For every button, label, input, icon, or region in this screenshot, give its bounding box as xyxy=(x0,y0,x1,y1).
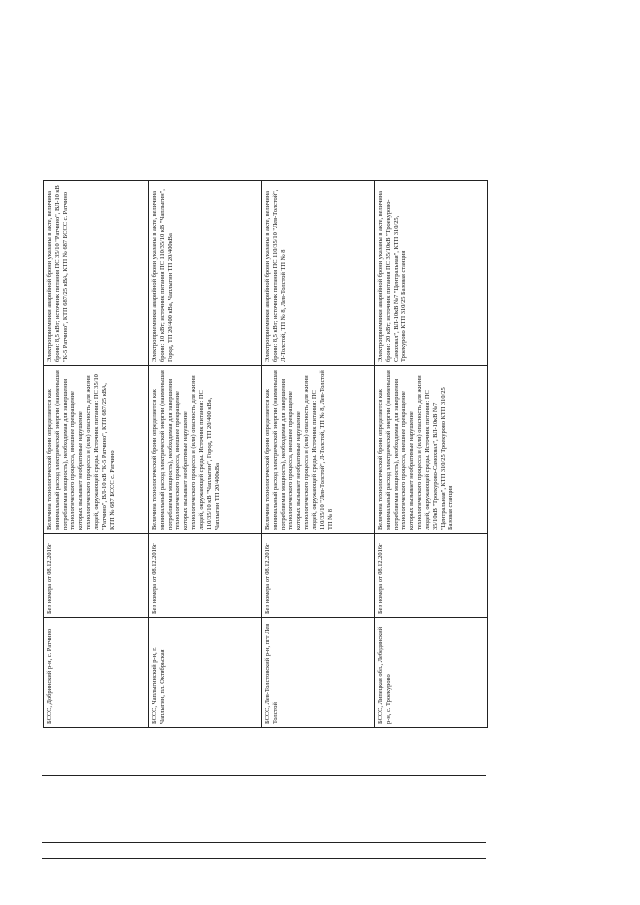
table-body xyxy=(44,181,488,728)
definition-cell: Величина технологической брони определяется как минимальный расход электрической энергии (наименьшая потребляемая мощность), необходимая для завершения технологического процесса, внешнее прекращение которых вызывает необратимые нарушение технологического процесса и (или) опасность для жизни людей, окружающей среды. Источник питания: ПС 110/35/10 "Лев-Толстой", Л-Толстой, ТП № 8, Лев-Толстой ТП № 8 xyxy=(262,366,375,534)
table-row xyxy=(149,181,262,728)
divider-line xyxy=(42,842,486,843)
definition-cell: Величина технологической брони определяется как минимальный расход электрической энергии (наименьшая потребляемая мощность), необходимая для завершения технологического процесса, внешнее прекращение которых вызывает необратимые нарушение технологического процесса и (или) опасность для жизни людей, окружающей среды. Источник питания: ПС 35/10 "Ратчино", ВЛ-10 кВ "К-5 Ратчино", КТП 687/25 кВА, КТП № 687 БССС с. Ратчино xyxy=(44,366,149,534)
reservation-table xyxy=(43,180,488,728)
definition-cell: Величина технологической брони определяется как минимальный расход электрической энергии (наименьшая потребляемая мощность), необходимая для завершения технологического процесса, внешнее прекращение которых вызывает необратимые нарушение технологического процесса и (или) опасность для жизни людей, окружающей среды. Источник питания: ПС 35/10кВ "Троекурово-Самохвал", ВЛ-10кВ №7 "Центральная", КТП 310/25 Троекурово КТП 310/25 Базовая станция xyxy=(375,366,488,534)
act-cell: Без номера от 08.12.2016г xyxy=(262,534,375,618)
value-cell: Электроприемники аварийной брони указаны в акте, величина брони: 8,5 кВт; источник питания ПС 35/10 "Ратчино", ВЛ-10 кВ "К-5 Ратчино", КТП 687/25 кВА, КТП № 687 БССС с. Ратчино xyxy=(44,181,149,366)
act-cell: Без номера от 08.12.2016г xyxy=(149,534,262,618)
object-cell: БССС, Липецкая обл., Лебедянский р-н, с. Троекурово xyxy=(375,618,488,728)
rotated-table-area xyxy=(43,181,487,728)
act-cell: Без номера от 08.12.2016г xyxy=(44,534,149,618)
table-wrapper xyxy=(43,181,487,728)
value-cell: Электроприемники аварийной брони указаны в акте, величина брони: 10 кВт; источник питания ПС 110/35/10 кВ "Чаплыгин", Город, ТП 20/400 кВа, Чаплыгин ТП 20/400кВа xyxy=(149,181,262,366)
definition-cell: Величина технологической брони определяется как минимальный расход электрической энергии (наименьшая потребляемая мощность), необходимая для завершения технологического процесса, внешнее прекращение которых вызывает необратимые нарушение технологического процесса и (или) опасность для жизни людей, окружающей среды. Источник питания: ПС 110/35/10 кВ "Чаплыгин", Город, ТП 20/400 кВа, Чаплыгин ТП 20/400кВа xyxy=(149,366,262,534)
object-cell: БССС, Лев-Толстовский р-н, пгт Лев Толстой xyxy=(262,618,375,728)
table-row xyxy=(44,181,149,728)
value-cell: Электроприемники аварийной брони указаны в акте, величина брони: 20 кВт; источник питания ПС 35/10кВ "Троекурово-Самохвал", ВЛ-10кВ №7 "Центральная", КТП 310/25, Троекурово КТП 310/25 Базовая станция xyxy=(375,181,488,366)
object-cell: БССС, Добринский р-н, с. Ратчино xyxy=(44,618,149,728)
table-row xyxy=(375,181,488,728)
divider-line xyxy=(42,858,486,859)
table-row xyxy=(262,181,375,728)
act-cell: Без номера от 08.12.2016г xyxy=(375,534,488,618)
object-cell: БССС, Чаплыгинский р-н, г. Чаплыгин, пл. Октябрьская xyxy=(149,618,262,728)
value-cell: Электроприемники аварийной брони указаны в акте, величина брони: 8,5 кВт; источник питания ПС 110/35/10 "Лев-Толстой", Л-Толстой, ТП № 8, Лев-Толстой ТП № 8 xyxy=(262,181,375,366)
divider-line xyxy=(42,775,486,776)
